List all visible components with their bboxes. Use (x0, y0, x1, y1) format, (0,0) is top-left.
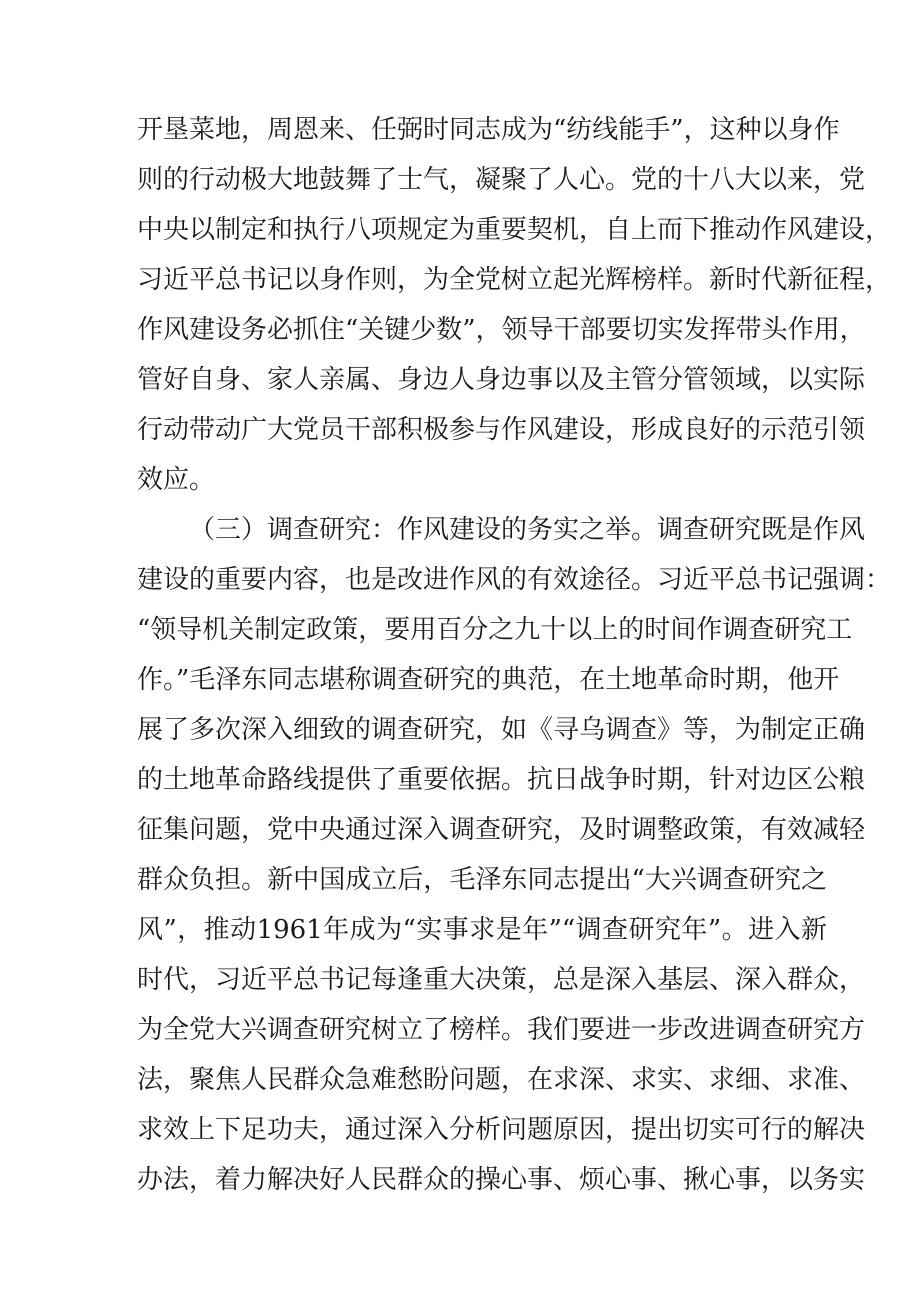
paragraph-1-line: 管好自身、家人亲属、身边人身边事以及主管分管领域，以实际 (137, 365, 866, 395)
paragraph-2-line: 群众负担。新中国成立后，毛泽东同志提出“大兴调查研究之 (137, 865, 827, 895)
paragraph-2-line: 为全党大兴调查研究树立了榜样。我们要进一步改进调查研究方 (137, 1015, 866, 1045)
paragraph-1-line: 作风建设务必抓住“关键少数”，领导干部要切实发挥带头作用， (137, 315, 866, 345)
paragraph-1-line: 效应。 (137, 465, 216, 495)
paragraph-1-line: 则的行动极大地鼓舞了士气，凝聚了人心。党的十八大以来，党 (137, 165, 866, 195)
paragraph-2-line: 求效上下足功夫，通过深入分析问题原因，提出切实可行的解决 (137, 1115, 866, 1145)
paragraph-2-heading-line: （三）调查研究：作风建设的务实之举。调查研究既是作风 (189, 515, 866, 545)
paragraph-2-line: 的土地革命路线提供了重要依据。抗日战争时期，针对边区公粮 (137, 765, 866, 795)
paragraph-2-line: 风”，推动1961年成为“实事求是年”“调查研究年”。进入新 (137, 915, 827, 945)
paragraph-1-line: 行动带动广大党员干部积极参与作风建设，形成良好的示范引领 (137, 415, 866, 445)
paragraph-2-line: 建设的重要内容，也是改进作风的有效途径。习近平总书记强调： (137, 565, 892, 595)
paragraph-2-line: 征集问题，党中央通过深入调查研究，及时调整政策，有效减轻 (137, 815, 866, 845)
paragraph-1-line: 中央以制定和执行八项规定为重要契机，自上而下推动作风建设， (137, 215, 892, 245)
paragraph-1-line: 习近平总书记以身作则，为全党树立起光辉榜样。新时代新征程， (137, 265, 892, 295)
paragraph-2-line: 时代，习近平总书记每逢重大决策，总是深入基层、深入群众， (137, 965, 866, 995)
paragraph-2-line: 办法，着力解决好人民群众的操心事、烦心事、揪心事，以务实 (137, 1165, 866, 1195)
paragraph-2-line: 展了多次深入细致的调查研究，如《寻乌调查》等，为制定正确 (137, 715, 866, 745)
paragraph-2-line: “领导机关制定政策，要用百分之九十以上的时间作调查研究工 (137, 615, 853, 645)
paragraph-1-line: 开垦菜地，周恩来、任弼时同志成为“纺线能手”，这种以身作 (137, 115, 840, 145)
paragraph-2-line: 法，聚焦人民群众急难愁盼问题，在求深、求实、求细、求准、 (137, 1065, 866, 1095)
paragraph-2-line: 作。”毛泽东同志堪称调查研究的典范，在土地革命时期，他开 (137, 665, 840, 695)
